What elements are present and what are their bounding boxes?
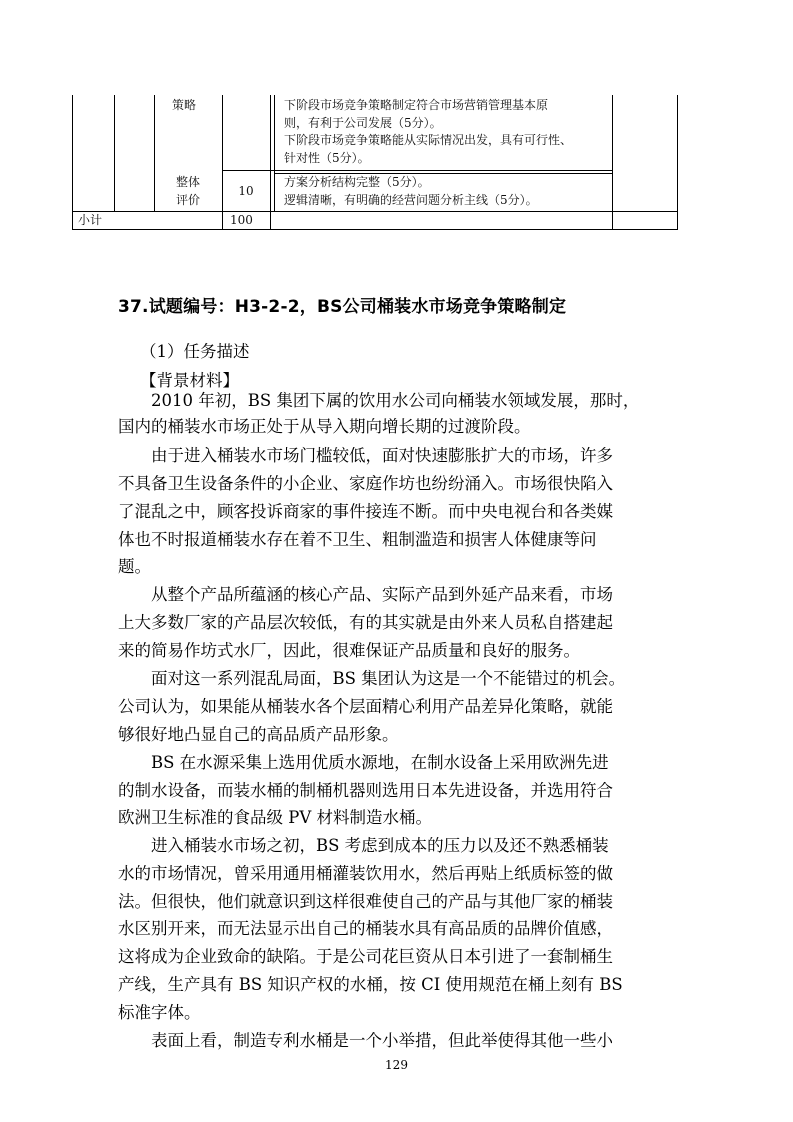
section-task-description: （1）任务描述 bbox=[140, 342, 250, 361]
body-line: 标准字体。 bbox=[118, 1003, 201, 1022]
table-item-strategy: 策略 bbox=[172, 98, 197, 112]
table-rule bbox=[222, 95, 223, 230]
body-line: 表面上看，制造专利水桶是一个小举措，但此举使得其他一些小 bbox=[118, 1031, 613, 1050]
table-item-overall bbox=[154, 174, 222, 209]
body-line: BS 在水源采集上选用优质水源地，在制水设备上采用欧洲先进 bbox=[118, 753, 609, 772]
body-line: 2010 年初，BS 集团下属的饮用水公司向桶装水领域发展，那时， bbox=[118, 391, 640, 410]
table-rule bbox=[677, 95, 678, 230]
criteria-line: 下阶段市场竞争策略能从实际情况出发，具有可行性、 bbox=[284, 133, 573, 147]
criteria-line: 下阶段市场竞争策略制定符合市场营销管理基本原 bbox=[284, 98, 549, 112]
body-line: 产线，生产具有 BS 知识产权的水桶，按 CI 使用规范在桶上刻有 BS bbox=[118, 975, 623, 994]
body-line: 从整个产品所蕴涵的核心产品、实际产品到外延产品来看，市场 bbox=[118, 585, 613, 604]
body-line: 不具备卫生设备条件的小企业、家庭作坊也纷纷涌入。市场很快陷入 bbox=[118, 474, 613, 493]
table-score-overall: 10 bbox=[238, 184, 254, 198]
table-rule bbox=[222, 170, 612, 171]
body-line: 法。但很快，他们就意识到这样很难使自己的产品与其他厂家的桶装 bbox=[118, 892, 613, 911]
table-rule bbox=[270, 95, 271, 230]
table-subtotal-label: 小计 bbox=[78, 213, 103, 227]
body-line: 这将成为企业致命的缺陷。于是公司花巨资从日本引进了一套制桶生 bbox=[118, 947, 613, 966]
item-line: 整体 bbox=[175, 175, 200, 189]
table-rule bbox=[274, 95, 275, 211]
table-rule bbox=[72, 211, 678, 212]
body-line: 进入桶装水市场之初，BS 考虑到成本的压力以及还不熟悉桶装 bbox=[118, 836, 609, 855]
question-heading: 37.试题编号：H3-2-2，BS公司桶装水市场竞争策略制定 bbox=[118, 297, 567, 317]
table-subtotal-score: 100 bbox=[230, 213, 253, 227]
body-line: 够很好地凸显自己的高品质产品形象。 bbox=[118, 725, 399, 744]
body-line: 题。 bbox=[118, 557, 151, 576]
body-line: 来的简易作坊式水厂，因此，很难保证产品质量和良好的服务。 bbox=[118, 641, 580, 660]
criteria-line: 则，有利于公司发展（5分）。 bbox=[284, 115, 442, 130]
body-line: 公司认为，如果能从桶装水各个层面精心利用产品差异化策略，就能 bbox=[118, 697, 613, 716]
criteria-line: 针对性（5分）。 bbox=[284, 150, 370, 165]
table-criteria-strategy bbox=[284, 97, 572, 167]
body-line: 由于进入桶装水市场门槛较低，面对快速膨胀扩大的市场，许多 bbox=[118, 446, 613, 465]
body-line: 上大多数厂家的产品层次较低，有的其实就是由外来人员私自搭建起 bbox=[118, 613, 613, 632]
body-line: 面对这一系列混乱局面，BS 集团认为这是一个不能错过的机会。 bbox=[118, 669, 626, 688]
body-line: 的制水设备，而装水桶的制桶机器则选用日本先进设备，并选用符合 bbox=[118, 781, 613, 800]
body-line: 国内的桶装水市场正处于从导入期向增长期的过渡阶段。 bbox=[118, 417, 531, 436]
section-background-material: 【背景材料】 bbox=[140, 371, 239, 390]
page-number: 129 bbox=[385, 1058, 408, 1072]
body-line: 水的市场情况，曾采用通用桶灌装饮用水，然后再贴上纸质标签的做 bbox=[118, 864, 613, 883]
body-line: 了混乱之中，顾客投诉商家的事件接连不断。而中央电视台和各类媒 bbox=[118, 502, 613, 521]
item-line: 评价 bbox=[175, 192, 200, 207]
table-rule bbox=[612, 95, 613, 230]
scoring-table bbox=[72, 95, 678, 230]
criteria-line: 方案分析结构完整（5分）。 bbox=[284, 175, 430, 189]
table-rule bbox=[72, 229, 678, 230]
table-rule bbox=[72, 95, 73, 230]
criteria-line: 逻辑清晰，有明确的经营问题分析主线（5分）。 bbox=[284, 192, 538, 207]
body-line: 水区别开来，而无法显示出自己的桶装水具有高品质的品牌价值感， bbox=[118, 919, 613, 938]
body-line: 欧洲卫生标准的食品级 PV 材料制造水桶。 bbox=[118, 808, 433, 827]
table-rule bbox=[114, 95, 115, 211]
table-criteria-overall bbox=[284, 174, 538, 209]
body-line: 体也不时报道桶装水存在着不卫生、粗制滥造和损害人体健康等问 bbox=[118, 530, 597, 549]
